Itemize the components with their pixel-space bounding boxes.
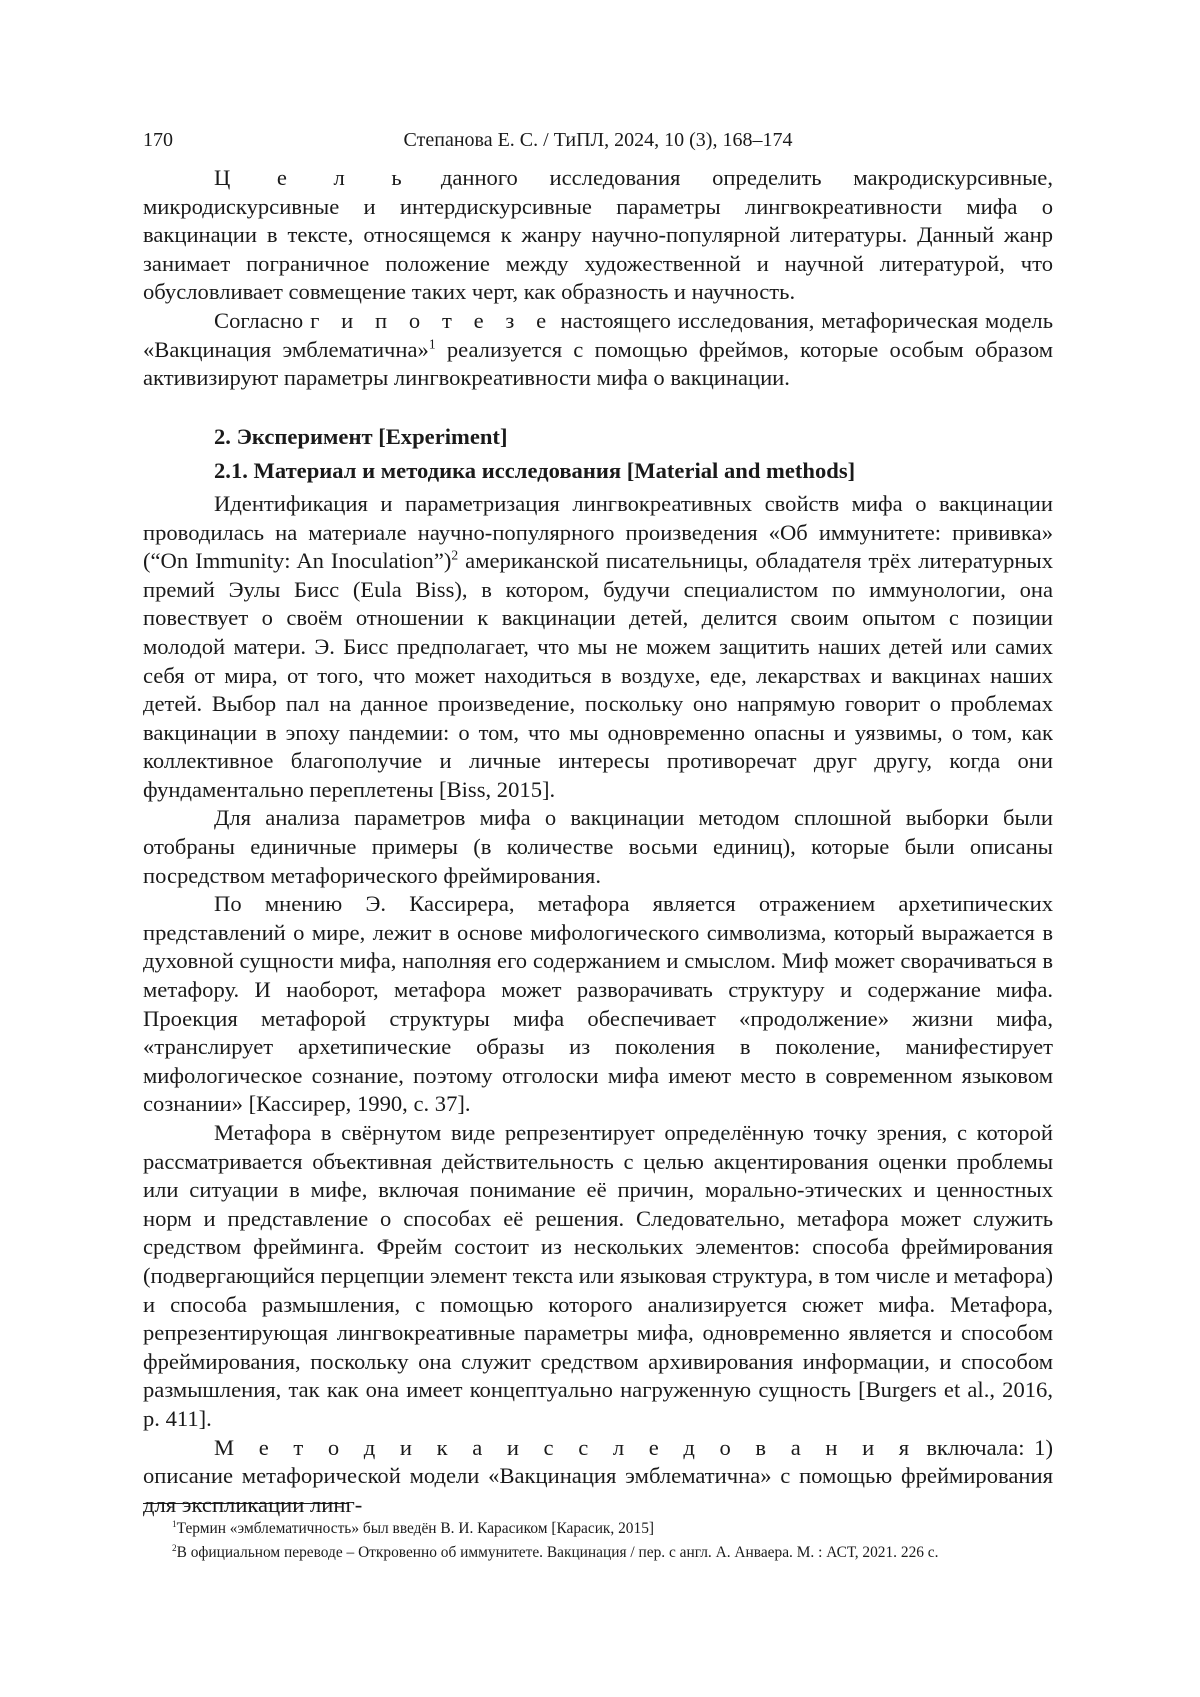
goal-text: данного исследования определить макродискурсивные, микродискурсивные и интердискурсивные параметры лингвокреативности мифа о вакцинации в тексте, относящемся к жанру научно-популярной литературы. Данный жанр занимает пограничное положение между художественной и научной литературой, что обусловливает совмещение таких черт, как образность и научность. xyxy=(143,165,1053,305)
paragraph-analysis: Для анализа параметров мифа о вакцинации методом сплошной выборки были отобраны единичные примеры (в количестве восьми единиц), которые были описаны посредством метафорического фреймирования. xyxy=(143,805,1053,888)
footnote-2 xyxy=(172,1541,1052,1565)
page-number: 170 xyxy=(143,129,173,151)
article-body xyxy=(143,164,1053,1519)
material-text-start: Идентификация и параметризация лингвокреативных свойств мифа о вакцинации проводилась на материале научно-популярного произведения «Об иммунитете: прививка» (“On Immunity: An Inoculation”) xyxy=(143,490,1053,574)
running-head-citation: Степанова Е. С. / ТиПЛ, 2024, 10 (3), 168–174 xyxy=(403,129,793,151)
footnote-ref-2[interactable]: 2 xyxy=(451,547,459,563)
running-header xyxy=(143,126,1053,154)
footnote-1 xyxy=(172,1517,1052,1541)
section-heading-experiment: 2. Эксперимент [Experiment] xyxy=(214,423,508,449)
goal-keyword: Ц е л ь xyxy=(214,165,410,190)
hypothesis-text-end: реализуется с помощью фреймов, которые особым образом активизируют параметры лингвокреативности мифа о вакцинации. xyxy=(143,336,1053,391)
footnote-1-text: Термин «эмблематичность» был введён В. И. Карасиком [Карасик, 2015] xyxy=(176,1520,655,1537)
methods-keyword: М е т о д и к а и с с л е д о в а н и я xyxy=(214,1434,917,1460)
paragraph-material xyxy=(143,490,1053,805)
hypothesis-text-after: настоящего исследования, метафорическая модель «Вакцинация эмблематична» xyxy=(143,307,1054,362)
material-text-end: американской писательницы, обладателя трёх литературных премий Эулы Бисс (Eula Biss), в котором, будучи специалистом по иммунологии, она повествует о своём отношении к вакцинации детей, делится своим опытом с позиции молодой матери. Э. Бисс предполагает, что мы не можем защитить наших детей или самих себя от мира, от того, что может находиться в воздухе, еде, лекарствах и вакцинах наших детей. Выбор пал на данное произведение, поскольку оно напрямую говорит о проблемах вакцинации в эпоху пандемии: о том, что мы одновременно опасны и уязвимы, о том, как коллективное благополучие и личные интересы противоречат друг другу, когда они фундаментально переплетены [Biss, 2015]. xyxy=(143,548,1053,802)
footnote-2-text: В официальном переводе – Откровенно об иммунитете. Вакцинация / пер. с англ. А. Анваера. М. : АСТ, 2021. 226 с. xyxy=(176,1544,939,1561)
paragraph-goal xyxy=(143,164,1053,307)
methods-text: включала: 1) описание метафорической модели «Вакцинация эмблематична» с помощью фреймирования для экспликации линг- xyxy=(143,1434,1053,1517)
footnotes xyxy=(172,1517,1052,1565)
paragraph-hypothesis xyxy=(143,307,1053,393)
paragraph-cassirer: По мнению Э. Кассирера, метафора является отражением архетипических представлений о мире, лежит в основе мифологического символизма, который выражается в духовной сущности мифа, наполняя его содержанием и смыслом. Миф может сворачиваться в метафору. И наоборот, метафора может разворачивать структуру и содержание мифа. Проекция метафорой структуры мифа обеспечивает «продолжение» жизни мифа, «транслирует архетипические образы из поколения в поколение, манифестирует мифологическое сознание, поэтому отголоски мифа имеют место в современном языковом сознании» [Кассирер, 1990, с. 37]. xyxy=(143,891,1053,1117)
footnote-1-mark: 1 xyxy=(172,1518,177,1529)
footnote-ref-1[interactable]: 1 xyxy=(428,336,436,352)
paragraph-metaphor: Метафора в свёрнутом виде репрезентирует определённую точку зрения, с которой рассматривается объективная действительность с целью акцентирования оценки проблемы или ситуации в мифе, включая понимание её причин, морально-этических и ценностных норм и представление о способах её решения. Следовательно, метафора может служить средством фрейминга. Фрейм состоит из нескольких элементов: способа фреймирования (подвергающийся перцепции элемент текста или языковая структура, в том числе и метафора) и способа размышления, с помощью которого анализируется сюжет мифа. Метафора, репрезентирующая лингвокреативные параметры мифа, одновременно является и способом фреймирования, поскольку она служит средством архивирования информации, и способом размышления, так как она имеет концептуально нагруженную сущность [Burgers et al., 2016, p. 411]. xyxy=(143,1120,1053,1431)
hypothesis-keyword: г и п о т е з е xyxy=(310,307,554,333)
footnote-separator xyxy=(143,1503,348,1504)
subsection-heading-material: 2.1. Материал и методика исследования [Material and methods] xyxy=(214,458,856,484)
hypothesis-text-before: Согласно xyxy=(214,307,311,333)
footnote-2-mark: 2 xyxy=(172,1542,177,1553)
paragraph-methods xyxy=(143,1434,1053,1520)
